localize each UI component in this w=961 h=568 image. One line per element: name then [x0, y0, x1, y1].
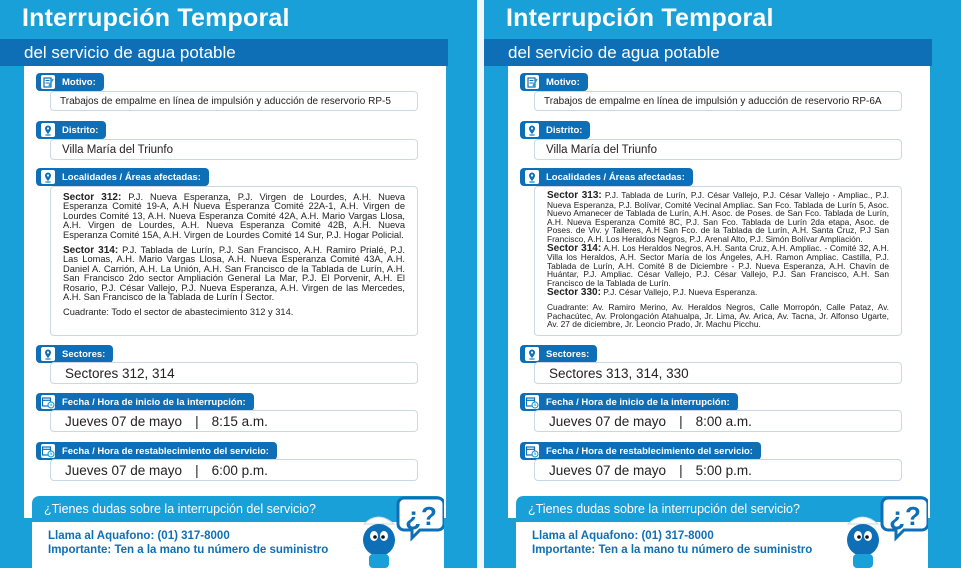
localidades-label-text: Localidades / Áreas afectadas: — [546, 171, 685, 183]
inicio-separator: | — [195, 413, 199, 429]
distrito-label — [36, 121, 106, 139]
cuadrante-note: Cuadrante: Todo el sector de abastecimiento 312 y 314. — [63, 307, 294, 318]
distrito-label — [520, 121, 590, 139]
sectores-value: Sectores 312, 314 — [50, 362, 418, 384]
sector-areas: P.J. Tablada de Lurín, P.J. San Francisco, A.H. Ramiro Prialé, P.J. Las Lomas, A.H. Mario Vargas Llosa, A.H. Nueva Esperanza Comité 43A, A.H. Daniel A. Carrión, A.H. La Unión, A.H. San Francisco de la Tablada de Lurín, A.H. San Francisco 2do sector Ampliación General La Mar, P.J. El Porvenir, A.H. El Rosario, P.J. César Vallejo, P.J. Nueva Esperanza, A.H. Virgen de las Mercedes, A.H. San Francisco de la Tablada de Lurín I Sector. — [63, 245, 405, 303]
localidades-box — [50, 186, 418, 336]
localidades-label — [520, 168, 693, 186]
notice-subtitle: del servicio de agua potable — [24, 43, 236, 62]
inicio-label — [36, 393, 254, 411]
water-drop-mascot-icon — [836, 494, 928, 568]
inicio-time: 8:15 a.m. — [211, 413, 268, 429]
motivo-value: Trabajos de empalme en línea de impulsión y aducción de reservorio RP-5 — [50, 91, 418, 111]
help-important-line: Importante: Ten a la mano tu número de suministro — [532, 544, 813, 556]
sector-areas: P.J. César Vallejo, P.J. Nueva Esperanza. — [600, 286, 758, 297]
sector-name: Sector 314: — [547, 242, 602, 254]
sectores-label — [520, 345, 597, 363]
location-pin-icon — [524, 122, 540, 138]
sector-areas: A.H. Los Heraldos Negros, A.H. Santa Cruz, A.H. Ampliac. - Comité 32, A.H. Villa los Heraldos, A.H. Sector María de los Ángeles, A.H. Ramon Ampliac. Castilla, P.J. Tablada de Lurín, A.H. Comité 8 de Diciembre - P.J. Nueva Esperanza, A.H. Chavín de Huántar, P.J. Ampliac. César Vallejo, P.J. César Vallejo, P.J. San Francisco, A.H. San Francisco de la Tablada de Lurín. — [547, 242, 889, 288]
restablecimiento-separator: | — [195, 462, 199, 478]
sectores-label-text: Sectores: — [546, 348, 590, 360]
help-question: ¿Tienes dudas sobre la interrupción del servicio? — [44, 502, 316, 516]
notice-title: Interrupción Temporal — [506, 4, 774, 32]
document-pencil-icon — [40, 74, 56, 90]
svg-text:¿?: ¿? — [889, 501, 921, 531]
sector-paragraph — [547, 244, 889, 288]
location-pin-icon — [40, 169, 56, 185]
distrito-label-text: Distrito: — [546, 124, 583, 136]
restablecimiento-label — [520, 442, 761, 460]
calendar-clock-icon — [524, 443, 540, 459]
help-phone-line: Llama al Aquafono: (01) 317-8000 — [48, 530, 230, 542]
inicio-time: 8:00 a.m. — [695, 413, 752, 429]
motivo-label — [36, 73, 104, 91]
calendar-clock-icon — [40, 394, 56, 410]
location-pin-icon — [524, 169, 540, 185]
motivo-label-text: Motivo: — [62, 76, 96, 88]
restablecimiento-value — [50, 459, 418, 481]
location-pin-icon — [524, 346, 540, 362]
motivo-value: Trabajos de empalme en línea de impulsión y aducción de reservorio RP-6A — [534, 91, 902, 111]
help-important-line: Importante: Ten a la mano tu número de suministro — [48, 544, 329, 556]
motivo-label — [520, 73, 588, 91]
sector-name: Sector 330: — [547, 286, 601, 298]
inicio-separator: | — [679, 413, 683, 429]
cuadrante-note: Cuadrante: Av. Ramiro Merino, Av. Heraldos Negros, Calle Morropón, Calle Pataz, Av. Pachacútec, Av. Prolongación Atahualpa, Jr. Lima, Av. Arica, Av. Tacna, Jr. Alfonso Ugarte, Av. 27 de diciembre, Jr. Leoncio Prado, Jr. Machu Picchu. — [547, 302, 889, 330]
restablecimiento-label — [36, 442, 277, 460]
svg-text:¿?: ¿? — [405, 501, 437, 531]
location-pin-icon — [40, 346, 56, 362]
inicio-date: Jueves 07 de mayo — [65, 413, 183, 429]
restablecimiento-label-text: Fecha / Hora de restablecimiento del servicio: — [62, 445, 269, 457]
sector-areas: P.J. Tablada de Lurín, P.J. César Vallejo, P.J. César Vallejo - Ampliac., P.J. Nueva Esperanza, P.J. Bolívar, Comité Vecinal Ampliac. San Fco. Tablada de Lurín 5, Asoc. Nuevo Amanecer de Tablada de Lurín, A.H. Asoc. de Poses. de San Fco. Tablada de Lurín, A.H. Nueva Esperanza Comité 8C, P.J. San Fco. Tablada de Lurín 2da etapa, Asoc. de Poses. de Viv. y Talleres, A.H San Fco. de la Tablada de Lurín, A.H. Santa Cruz, P.J San Francisco, A.H. Los Heraldos Negros, P.J. Arenal Alto, P.J. Simón Bolívar Ampliación. — [547, 190, 890, 244]
restablecimiento-date: Jueves 07 de mayo — [65, 462, 183, 478]
restablecimiento-label-text: Fecha / Hora de restablecimiento del servicio: — [546, 445, 753, 457]
notice-panel-right — [484, 0, 961, 568]
restablecimiento-time: 5:00 p.m. — [695, 462, 752, 478]
notice-subtitle: del servicio de agua potable — [508, 43, 720, 62]
location-pin-icon — [40, 122, 56, 138]
sectores-label — [36, 345, 113, 363]
restablecimiento-value — [534, 459, 902, 481]
distrito-value: Villa María del Triunfo — [50, 139, 418, 160]
sector-name: Sector 313: — [547, 190, 602, 201]
help-phone-line: Llama al Aquafono: (01) 317-8000 — [532, 530, 714, 542]
document-pencil-icon — [524, 74, 540, 90]
sector-paragraph — [63, 193, 405, 240]
help-question: ¿Tienes dudas sobre la interrupción del servicio? — [528, 502, 800, 516]
distrito-label-text: Distrito: — [62, 124, 99, 136]
sector-paragraph — [547, 191, 889, 244]
localidades-box — [534, 186, 902, 336]
restablecimiento-date: Jueves 07 de mayo — [549, 462, 667, 478]
restablecimiento-time: 6:00 p.m. — [211, 462, 268, 478]
sector-areas: P.J. Nueva Esperanza, P.J. Virgen de Lourdes, A.H. Nueva Esperanza Comité 19-A, A.H Nueva Esperanza Comité 22A-1, A.H. Virgen de Lourdes Comité 13, A.H. Nueva Esperanza Comité 42A, A.H. Mario Vargas Llosa, A.H. Virgen de Lourdes, A.H. Nueva Esperanza Comité 42B, A.H. Nueva Esperanza Comité 15A, A.H. Virgen de Lourdes Comité 14 Sur, P.J. Hogar Policial. — [63, 192, 405, 240]
inicio-label — [520, 393, 738, 411]
inicio-label-text: Fecha / Hora de inicio de la interrupción: — [62, 396, 246, 408]
panel-divider — [477, 0, 484, 568]
inicio-value — [534, 410, 902, 432]
localidades-label-text: Localidades / Áreas afectadas: — [62, 171, 201, 183]
calendar-clock-icon — [524, 394, 540, 410]
sectores-value: Sectores 313, 314, 330 — [534, 362, 902, 384]
sector-name: Sector 312: — [63, 192, 122, 203]
distrito-value: Villa María del Triunfo — [534, 139, 902, 160]
sector-name: Sector 314: — [63, 245, 119, 257]
restablecimiento-separator: | — [679, 462, 683, 478]
calendar-clock-icon — [40, 443, 56, 459]
water-drop-mascot-icon — [352, 494, 444, 568]
inicio-label-text: Fecha / Hora de inicio de la interrupción: — [546, 396, 730, 408]
inicio-value — [50, 410, 418, 432]
sectores-label-text: Sectores: — [62, 348, 106, 360]
sector-paragraph — [547, 288, 889, 298]
localidades-label — [36, 168, 209, 186]
inicio-date: Jueves 07 de mayo — [549, 413, 667, 429]
motivo-label-text: Motivo: — [546, 76, 580, 88]
sector-paragraph — [63, 246, 405, 302]
notice-title: Interrupción Temporal — [22, 4, 290, 32]
notice-panel-left — [0, 0, 477, 568]
